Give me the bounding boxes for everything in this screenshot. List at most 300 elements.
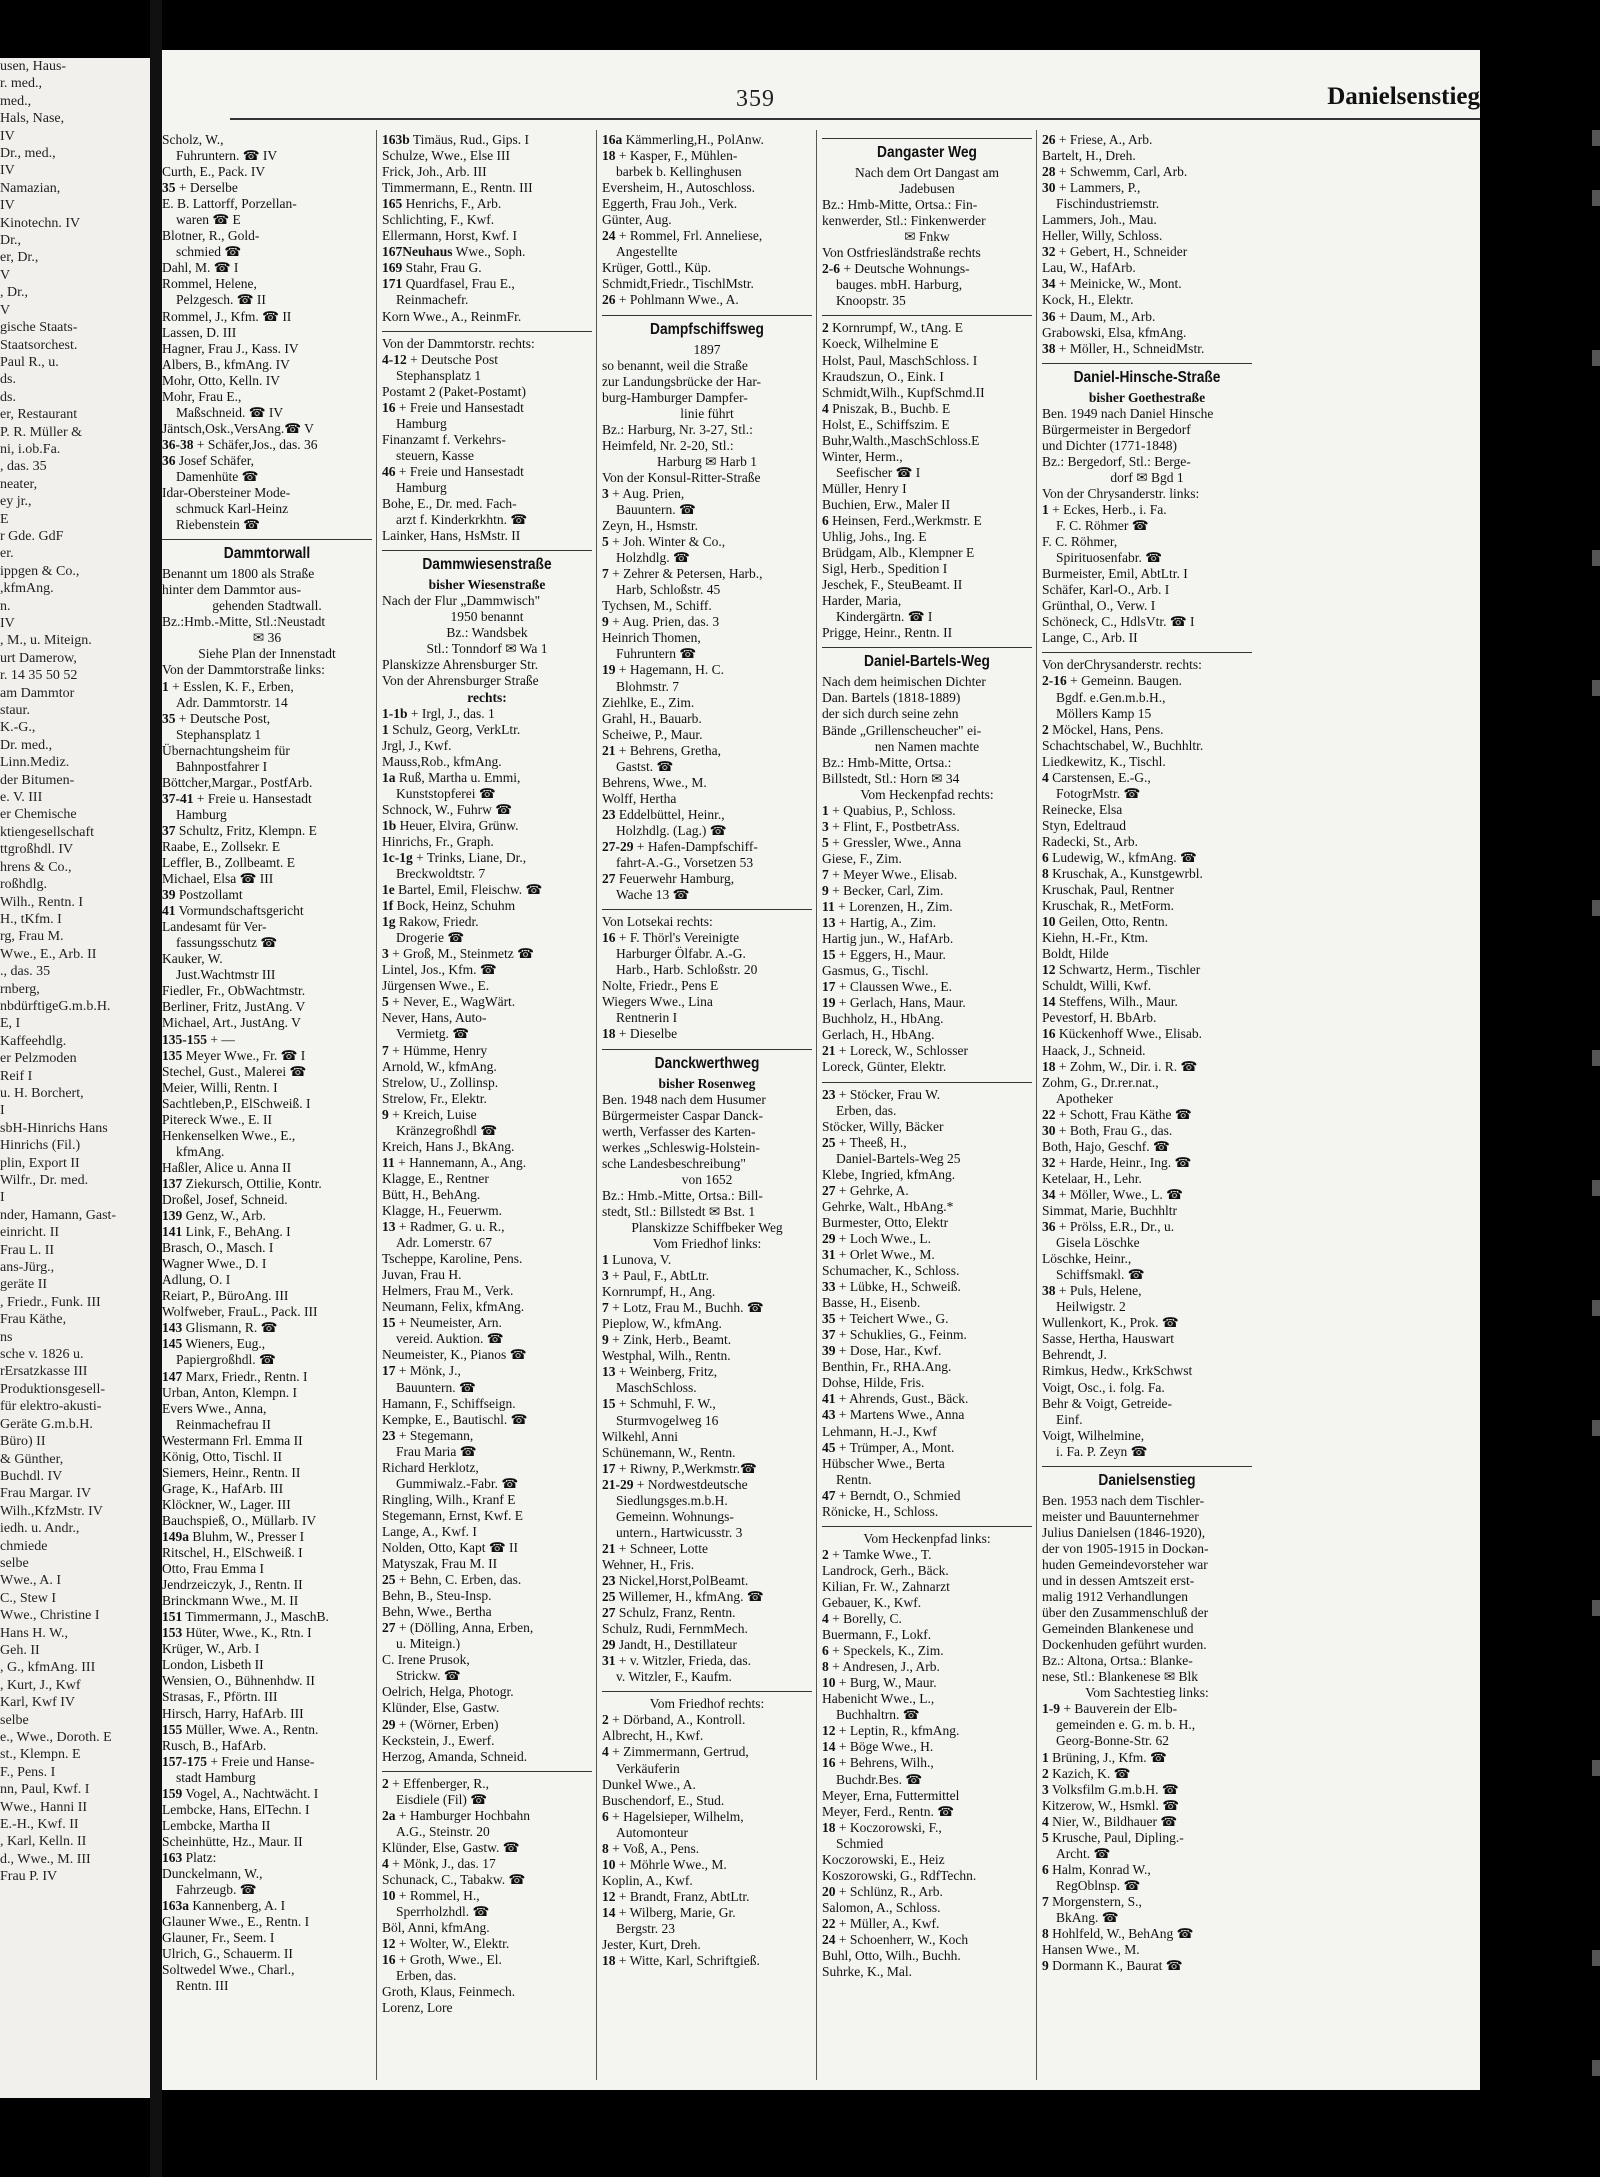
directory-entry: 17 + Riwny, P.,Werkmstr.☎: [602, 1460, 757, 1476]
directory-entry: Timmermann, E., Rentn. III: [382, 180, 533, 196]
directory-entry: Siehe Plan der Innenstadt: [198, 646, 336, 662]
directory-entry: Sperrholzhdl. ☎: [396, 1904, 490, 1920]
directory-entry: F. C. Röhmer,: [1042, 534, 1118, 550]
left-page-line: ns: [0, 1329, 13, 1345]
directory-entry: Kempke, E., Bautischl. ☎: [382, 1411, 528, 1427]
directory-entry: 151 Timmermann, J., MaschB.: [162, 1609, 329, 1625]
directory-entry: 4 + Mönk, J., das. 17: [382, 1855, 496, 1871]
directory-entry: 16a Kämmerling,H., PolAnw.: [602, 132, 764, 147]
directory-entry: Hagner, Frau J., Kass. IV: [162, 340, 299, 356]
directory-entry: 5 + Gressler, Wwe., Anna: [822, 834, 962, 850]
left-page-line: , Kurt, J., Kwf: [0, 1677, 81, 1693]
directory-entry: 3 + Flint, F., PostbetrAss.: [822, 818, 960, 834]
directory-entry: Schmidt,Friedr., TischlMstr.: [602, 276, 754, 292]
directory-entry: Meyer, Erna, Futtermittel: [822, 1787, 960, 1803]
directory-entry: Verkäuferin: [616, 1760, 680, 1776]
directory-entry: 27-29 + Hafen-Dampfschiff-: [602, 838, 758, 854]
directory-entry: Bütt, H., BehAng.: [382, 1186, 481, 1202]
directory-entry: Jadebusen: [899, 181, 955, 197]
directory-entry: FotogrMstr. ☎: [1056, 785, 1141, 801]
directory-entry: Holzhdlg. ☎: [616, 550, 690, 566]
directory-entry: 2 Möckel, Hans, Pens.: [1042, 721, 1164, 737]
directory-entry: Bürgermeister in Bergedorf: [1042, 421, 1191, 437]
directory-entry: 22 + Schott, Frau Käthe ☎: [1042, 1106, 1192, 1122]
directory-entry: 20 + Schlünz, R., Arb.: [822, 1883, 943, 1899]
directory-entry: 21-29 + Nordwestdeutsche: [602, 1476, 748, 1492]
directory-entry: Bz.: Altona, Ortsa.: Blanke-: [1042, 1653, 1193, 1669]
directory-entry: Fischindustriemstr.: [1056, 196, 1160, 212]
directory-entry: 6 Heinsen, Ferd.,Werkmstr. E: [822, 512, 982, 528]
directory-entry: C. Irene Prusok,: [382, 1652, 470, 1668]
directory-entry: 6 Ludewig, W., kfmAng. ☎: [1042, 849, 1197, 865]
directory-entry: Von der Konsul-Ritter-Straße: [602, 469, 761, 485]
column-3: [602, 132, 812, 2082]
left-page-line: Paul R., u.: [0, 354, 59, 370]
directory-entry: Sachtleben,P., ElSchweiß. I: [162, 1095, 311, 1111]
directory-entry: Nach der Flur „Dammwisch": [382, 593, 541, 609]
column-5: [1042, 132, 1252, 2082]
directory-entry: Heilwigstr. 2: [1056, 1299, 1126, 1315]
left-page-line: ippgen & Co.,: [0, 563, 80, 579]
directory-entry: kenwerder, Stl.: Finkenwerder: [822, 213, 986, 229]
directory-entry: A.G., Steinstr. 20: [396, 1823, 490, 1839]
directory-entry: Loreck, Günter, Elektr.: [822, 1059, 947, 1075]
directory-entry: Stöcker, Willy, Bäcker: [822, 1118, 944, 1134]
directory-entry: 24 + Schoenherr, W., Koch: [822, 1931, 969, 1947]
directory-entry: Wilkehl, Anni: [602, 1428, 678, 1444]
left-page-line: chmiede: [0, 1538, 48, 1554]
directory-entry: Zohm, G., Dr.rer.nat.,: [1042, 1074, 1159, 1090]
directory-entry: Ritschel, H., ElSchweiß. I: [162, 1545, 303, 1561]
directory-entry: Styn, Edeltraud: [1042, 817, 1126, 833]
directory-entry: so benannt, weil die Straße: [602, 357, 748, 373]
left-page-line: Wilh., Rentn. I: [0, 894, 84, 910]
directory-entry: Winter, Herm.,: [822, 448, 903, 464]
left-page-line: IV: [0, 163, 15, 179]
scan-edge-mark: [1592, 1050, 1600, 1066]
directory-entry: Schmied: [836, 1835, 884, 1851]
directory-entry: 9 + Aug. Prien, das. 3: [602, 614, 720, 630]
directory-entry: Bz.: Harburg, Nr. 3-27, Stl.:: [602, 421, 753, 437]
directory-entry: dorf ✉ Bgd 1: [1110, 469, 1184, 485]
directory-entry: Bz.: Hmb-Mitte, Ortsa.: Fin-: [822, 197, 978, 213]
directory-entry: 147 Marx, Friedr., Rentn. I: [162, 1368, 308, 1384]
directory-entry: 1897: [693, 341, 721, 357]
left-page-line: e. V. III: [0, 790, 43, 806]
left-page-line: Wwe., Hanni II: [0, 1799, 88, 1815]
directory-entry: Gastst. ☎: [616, 758, 674, 774]
directory-entry: 30 + Both, Frau G., das.: [1042, 1122, 1173, 1138]
directory-entry: 135 Meyer Wwe., Fr. ☎ I: [162, 1047, 306, 1063]
directory-entry: stedt, Stl.: Billstedt ✉ Bst. 1: [602, 1203, 756, 1219]
directory-entry: 4-12 + Deutsche Post: [382, 351, 498, 367]
section-rule: [602, 1691, 812, 1692]
scan-edge-mark: [1592, 900, 1600, 916]
directory-entry: Krüger, W., Arb. I: [162, 1641, 260, 1657]
left-page-line: Frau L. II: [0, 1242, 55, 1258]
left-page-line: rnberg,: [0, 981, 40, 997]
left-page-line: , Dr.,: [0, 285, 28, 301]
page-number: 359: [736, 86, 775, 112]
left-page-line: , das. 35: [0, 459, 47, 475]
directory-entry: 149a Bluhm, W., Presser I: [162, 1528, 305, 1544]
directory-entry: Kornrumpf, H., Ang.: [602, 1284, 716, 1300]
directory-entry: Bahnpostfahrer I: [176, 758, 268, 774]
directory-entry: Never, Hans, Auto-: [382, 1010, 487, 1026]
left-page-line: I: [0, 1103, 5, 1119]
directory-entry: Boldt, Hilde: [1042, 946, 1109, 962]
directory-entry: 25 Willemer, H., kfmAng. ☎: [602, 1589, 764, 1605]
directory-entry: Wolfweber, FrauL., Pack. III: [162, 1304, 318, 1320]
street-heading: Dangaster Weg: [877, 144, 977, 161]
directory-entry: Lange, C., Arb. II: [1042, 630, 1138, 646]
left-page-line: er.: [0, 546, 14, 562]
directory-entry: 12 + Brandt, Franz, AbtLtr.: [602, 1888, 750, 1904]
left-page-line: ey jr.,: [0, 494, 32, 510]
directory-entry: fahrt-A.-G., Vorsetzen 53: [616, 855, 754, 871]
directory-entry: rechts:: [467, 689, 507, 705]
directory-entry: 25 + Theeß, H.,: [822, 1134, 907, 1150]
directory-entry: Klünder, Else, Gastw.: [382, 1700, 500, 1716]
directory-entry: 157-175 + Freie und Hanse-: [162, 1753, 315, 1769]
directory-entry: linie führt: [680, 405, 734, 421]
directory-entry: bauges. mbH. Harburg,: [836, 277, 963, 293]
directory-entry: burg-Hamburger Dampfer-: [602, 389, 748, 405]
left-page-line: Buchdl. IV: [0, 1468, 63, 1484]
left-page-line: nn, Paul, Kwf. I: [0, 1782, 90, 1798]
directory-entry: 163 Platz:: [162, 1849, 217, 1865]
directory-entry: Von derChrysanderstr. rechts:: [1042, 657, 1202, 673]
left-page-line: C., Stew I: [0, 1590, 56, 1606]
directory-entry: 18 + Witte, Karl, Schriftgieß.: [602, 1953, 760, 1969]
directory-entry: Haack, J., Schneid.: [1042, 1042, 1146, 1058]
directory-entry: 37-41 + Freie u. Hansestadt: [162, 790, 312, 806]
directory-entry: Lassen, D. III: [162, 324, 237, 340]
scan-edge-mark: [1592, 350, 1600, 366]
directory-entry: Stl.: Tonndorf ✉ Wa 1: [426, 641, 548, 657]
directory-entry: Eisdiele (Fil) ☎: [396, 1791, 488, 1807]
directory-entry: 37 + Schuklies, G., Feinm.: [822, 1327, 967, 1343]
directory-entry: 4 + Zimmermann, Gertrud,: [602, 1744, 749, 1760]
directory-entry: 41 Vormundschaftsgericht: [162, 903, 304, 919]
directory-entry: 21 + Behrens, Gretha,: [602, 742, 721, 758]
directory-entry: 159 Vogel, A., Nachtwächt. I: [162, 1785, 319, 1801]
directory-entry: Kilian, Fr. W., Zahnarzt: [822, 1578, 950, 1594]
directory-entry: Dohse, Hilde, Fris.: [822, 1375, 925, 1391]
left-page-line: rg, Frau M.: [0, 929, 64, 945]
directory-entry: Bz.: Bergedorf, Stl.: Berge-: [1042, 453, 1191, 469]
directory-entry: Dunckelmann, W.,: [162, 1865, 263, 1881]
directory-entry: schmied ☎: [176, 244, 242, 260]
directory-entry: Strelow, U., Zollinsp.: [382, 1074, 499, 1090]
directory-entry: 16 + Groth, Wwe., El.: [382, 1952, 502, 1968]
left-page-line: Frau Käthe,: [0, 1312, 67, 1328]
directory-entry: 17 + Mönk, J.,: [382, 1363, 461, 1379]
left-page-line: selbe: [0, 1555, 29, 1571]
directory-entry: Ellermann, Horst, Kwf. I: [382, 228, 517, 244]
directory-entry: Voigt, Wilhelmine,: [1042, 1427, 1145, 1443]
directory-entry: Heller, Willy, Schloss.: [1042, 228, 1163, 244]
directory-entry: 35 + Derselbe: [162, 180, 238, 196]
section-rule: [382, 331, 592, 332]
directory-entry: Neumeister, K., Pianos ☎: [382, 1347, 527, 1363]
section-rule: [602, 1049, 812, 1050]
directory-entry: der sich durch seine zehn: [822, 706, 959, 722]
directory-entry: Matyszak, Frau M. II: [382, 1556, 498, 1572]
directory-entry: Kock, H., Elektr.: [1042, 292, 1134, 308]
directory-entry: Böttcher,Margar., PostfArb.: [162, 774, 313, 790]
left-page-line: Frau Margar. IV: [0, 1486, 92, 1502]
directory-entry: Wagner Wwe., D. I: [162, 1256, 267, 1272]
directory-entry: Burmeister, Emil, AbtLtr. I: [1042, 566, 1188, 582]
directory-entry: 41 + Ahrends, Gust., Bäck.: [822, 1391, 969, 1407]
directory-entry: Wehner, H., Fris.: [602, 1556, 695, 1572]
directory-entry: Müller, Henry I: [822, 480, 907, 496]
directory-entry: Schachtschabel, W., Buchhltr.: [1042, 737, 1204, 753]
scan-edge-mark: [1592, 1300, 1600, 1316]
directory-entry: 19 + Hagemann, H. C.: [602, 662, 724, 678]
directory-entry: Reinmachefr.: [396, 292, 469, 308]
directory-entry: Harburger Ölfabr. A.-G.: [616, 946, 746, 962]
directory-entry: hinter dem Dammtor aus-: [162, 582, 302, 598]
left-page-line: der Bitumen-: [0, 772, 75, 788]
directory-entry: Stephansplatz 1: [396, 367, 482, 383]
directory-entry: Neumann, Felix, kfmAng.: [382, 1299, 525, 1315]
directory-entry: v. Witzler, F., Kaufm.: [616, 1669, 732, 1685]
directory-entry: 23 Eddelbüttel, Heinr.,: [602, 806, 725, 822]
directory-entry: 165 Henrichs, F., Arb.: [382, 196, 502, 212]
directory-entry: Angestellte: [616, 244, 678, 260]
directory-entry: 36 + Prölss, E.R., Dr., u.: [1042, 1219, 1175, 1235]
section-rule: [1042, 363, 1252, 364]
directory-entry: London, Lisbeth II: [162, 1657, 264, 1673]
directory-entry: meister und Bauunternehmer: [1042, 1508, 1199, 1524]
directory-entry: Von der Ahrensburger Straße: [382, 673, 539, 689]
directory-entry: Hamann, F., Schiffseign.: [382, 1395, 516, 1411]
directory-entry: 35 + Deutsche Post,: [162, 710, 271, 726]
directory-entry: 2 Kornrumpf, W., tAng. E: [822, 320, 963, 336]
directory-entry: 163a Kannenberg, A. I: [162, 1898, 286, 1914]
directory-entry: Jürgensen Wwe., E.: [382, 978, 490, 994]
directory-entry: 13 + Hartig, A., Zim.: [822, 915, 937, 931]
directory-entry: 8 Hohlfeld, W., BehAng ☎: [1042, 1926, 1194, 1942]
directory-entry: Jester, Kurt, Dreh.: [602, 1937, 701, 1953]
section-rule: [1042, 1466, 1252, 1467]
left-page-line: Geh. II: [0, 1642, 40, 1658]
directory-entry: Dunkel Wwe., A.: [602, 1776, 696, 1792]
directory-entry: 19 + Gerlach, Hans, Maur.: [822, 995, 966, 1011]
directory-entry: Reiart, P., BüroAng. III: [162, 1288, 289, 1304]
directory-entry: 5 Krusche, Paul, Dipling.-: [1042, 1829, 1184, 1845]
header-rule: [230, 118, 1480, 120]
directory-entry: 4 + Borelly, C.: [822, 1611, 902, 1627]
directory-entry: untern., Hartwicusstr. 3: [616, 1524, 743, 1540]
directory-entry: MaschSchloss.: [616, 1380, 697, 1396]
directory-entry: Soltwedel Wwe., Charl.,: [162, 1962, 295, 1978]
directory-entry: Hamburg: [396, 479, 447, 495]
directory-entry: Papiergroßhdl. ☎: [176, 1352, 276, 1368]
directory-entry: Stephansplatz 1: [176, 726, 262, 742]
directory-entry: Gebauer, K., Kwf.: [822, 1594, 922, 1610]
directory-entry: Wensien, O., Bühnenhdw. II: [162, 1673, 315, 1689]
directory-entry: Lau, W., HafArb.: [1042, 260, 1136, 276]
left-page-line: einricht. II: [0, 1225, 60, 1241]
directory-entry: 14 Steffens, Wilh., Maur.: [1042, 994, 1178, 1010]
directory-entry: Brasch, O., Masch. I: [162, 1240, 274, 1256]
directory-entry: Lammers, Joh., Mau.: [1042, 212, 1157, 228]
directory-entry: Koplin, A., Kwf.: [602, 1872, 693, 1888]
directory-entry: Maßschneid. ☎ IV: [176, 404, 284, 420]
directory-entry: Vermietg. ☎: [396, 1026, 470, 1042]
directory-entry: 4 Nier, W., Bildhauer ☎: [1042, 1813, 1178, 1829]
directory-entry: 4 Pniszak, B., Buchb. E: [822, 400, 951, 416]
directory-entry: Buhl, Otto, Wilh., Buchh.: [822, 1948, 961, 1964]
left-page-line: Geräte G.m.b.H.: [0, 1416, 93, 1432]
directory-entry: Siedlungsges.m.b.H.: [616, 1492, 728, 1508]
directory-entry: Billstedt, Stl.: Horn ✉ 34: [822, 770, 960, 786]
directory-entry: 23 + Stegemann,: [382, 1427, 474, 1443]
section-rule: [602, 909, 812, 910]
directory-entry: 2 + Tamke Wwe., T.: [822, 1546, 932, 1562]
directory-entry: 171 Quardfasel, Frau E.,: [382, 276, 515, 292]
directory-entry: Holzhdlg. (Lag.) ☎: [616, 822, 727, 838]
directory-entry: 45 + Trümper, A., Mont.: [822, 1439, 955, 1455]
left-page-line: , G., kfmAng. III: [0, 1660, 96, 1676]
directory-entry: 143 Glismann, R. ☎: [162, 1320, 278, 1336]
left-page-line: ni, i.ob.Fa.: [0, 441, 61, 457]
directory-entry: Harder, Maria,: [822, 593, 902, 609]
directory-entry: Schuldt, Willi, Kwf.: [1042, 978, 1152, 994]
directory-entry: Scheinhütte, Hz., Maur. II: [162, 1833, 303, 1849]
directory-entry: Lainker, Hans, HsMstr. II: [382, 528, 521, 544]
directory-entry: Jrgl, J., Kwf.: [382, 737, 452, 753]
directory-entry: 167Neuhaus Wwe., Soph.: [382, 244, 526, 260]
directory-entry: malig 1912 Verhandlungen: [1042, 1589, 1188, 1605]
directory-entry: Buchholz, H., HbAng.: [822, 1011, 944, 1027]
directory-entry: Burmester, Otto, Elektr: [822, 1214, 949, 1230]
left-page-line: hrens & Co.,: [0, 859, 72, 875]
directory-entry: Rommel, J., Kfm. ☎ II: [162, 308, 292, 324]
section-rule: [602, 315, 812, 316]
section-rule: [382, 1771, 592, 1772]
left-page-line: r. 14 35 50 52: [0, 668, 78, 684]
directory-entry: 2-6 + Deutsche Wohnungs-: [822, 261, 970, 277]
left-page-line: ans-Jürg.,: [0, 1260, 55, 1276]
street-heading: Danielsenstieg: [1098, 1471, 1196, 1489]
directory-entry: Mohr, Frau E.,: [162, 388, 242, 404]
directory-entry: 22 + Müller, A., Kwf.: [822, 1915, 940, 1931]
section-rule: [822, 1526, 1032, 1527]
directory-entry: Gemeinn. Wohnungs-: [616, 1508, 734, 1524]
directory-entry: i. Fa. P. Zeyn ☎: [1056, 1443, 1148, 1459]
directory-entry: 27 Feuerwehr Hamburg,: [602, 871, 735, 887]
directory-entry: 29 + (Wörner, Erben): [382, 1716, 499, 1732]
left-page-line: am Dammtor: [0, 685, 75, 701]
left-page-line: med.,: [0, 93, 32, 109]
directory-entry: Schäfer, Karl-O., Arb. I: [1042, 582, 1170, 598]
directory-entry: Suhrke, K., Mal.: [822, 1964, 912, 1980]
directory-entry: Rentn. III: [176, 1978, 229, 1994]
directory-entry: gemeinden e. G. m. b. H.,: [1056, 1717, 1196, 1733]
directory-entry: 1g Rakow, Friedr.: [382, 914, 479, 930]
left-page-line: V: [0, 267, 11, 283]
directory-entry: 29 + Loch Wwe., L.: [822, 1230, 931, 1246]
directory-entry: huden Gemeindevorsteher war: [1042, 1556, 1208, 1572]
directory-entry: 155 Müller, Wwe. A., Rentn.: [162, 1721, 319, 1737]
directory-entry: Ziehlke, E., Zim.: [602, 694, 695, 710]
scan-edge-mark: [1592, 130, 1600, 146]
directory-entry: Lorenz, Lore: [382, 2000, 453, 2016]
directory-entry: 1c-1g + Trinks, Liane, Dr.,: [382, 849, 527, 865]
directory-entry: Kraudszun, O., Eink. I: [822, 368, 944, 384]
directory-entry: 145 Wieners, Eug.,: [162, 1336, 266, 1352]
left-page-line: , M., u. Miteign.: [0, 633, 92, 649]
directory-entry: arzt f. Kinderkrkhtn. ☎: [396, 512, 528, 528]
directory-entry: Kunststopferei ☎: [396, 785, 496, 801]
directory-entry: Zeyn, H., Hsmstr.: [602, 518, 698, 534]
directory-entry: Buermann, F., Lokf.: [822, 1627, 932, 1643]
directory-entry: Harb., Harb. Schloßstr. 20: [616, 962, 758, 978]
directory-entry: 46 + Freie und Hansestadt: [382, 463, 524, 479]
directory-entry: Möllers Kamp 15: [1056, 705, 1152, 721]
directory-entry: 9 + Becker, Carl, Zim.: [822, 882, 944, 898]
left-page-line: I: [0, 1190, 5, 1206]
directory-entry: Wolff, Hertha: [602, 790, 677, 806]
directory-entry: Adr. Dammtorstr. 14: [176, 694, 288, 710]
directory-entry: Buhr,Walth.,MaschSchloss.E: [822, 432, 980, 448]
column-divider: [376, 130, 377, 2080]
directory-entry: 1a Ruß, Martha u. Emmi,: [382, 769, 521, 785]
directory-entry: Kruschak, R., MetForm.: [1042, 898, 1174, 914]
directory-entry: 5 + Joh. Winter & Co.,: [602, 534, 726, 550]
directory-entry: 1b Heuer, Elvira, Grünw.: [382, 817, 519, 833]
directory-entry: Vom Heckenpfad links:: [863, 1530, 991, 1546]
directory-entry: 9 + Kreich, Luise: [382, 1106, 477, 1122]
directory-entry: Gehrke, Walt., HbAng.*: [822, 1198, 954, 1214]
left-page-line: selbe: [0, 1712, 29, 1728]
left-page-line: Frau P. IV: [0, 1869, 58, 1885]
directory-entry: Knoopstr. 35: [836, 293, 906, 309]
directory-entry: Sasse, Hertha, Hauswart: [1042, 1331, 1174, 1347]
directory-entry: Brinckmann Wwe., M. II: [162, 1593, 299, 1609]
directory-entry: Lembcke, Hans, ElTechn. I: [162, 1801, 310, 1817]
directory-entry: zur Landungsbrücke der Har-: [602, 373, 762, 389]
directory-entry: vereid. Auktion. ☎: [396, 1331, 504, 1347]
directory-entry: 11 + Lorenzen, H., Zim.: [822, 899, 953, 915]
left-page-line: Dr.,: [0, 233, 21, 249]
left-page-line: st., Klempn. E: [0, 1747, 81, 1763]
left-page-line: Hans H. W.,: [0, 1625, 69, 1641]
directory-entry: 153 Hüter, Wwe., K., Rtn. I: [162, 1625, 312, 1641]
directory-entry: Jendrzeiczyk, J., Rentn. II: [162, 1577, 303, 1593]
directory-entry: Kiehn, H.-Fr., Ktm.: [1042, 930, 1149, 946]
directory-entry: Buchdr.Bes. ☎: [836, 1771, 923, 1787]
directory-entry: Erben, das.: [396, 1968, 457, 1984]
directory-entry: Helmers, Frau M., Verk.: [382, 1283, 514, 1299]
directory-entry: 1 Brüning, J., Kfm. ☎: [1042, 1749, 1167, 1765]
directory-entry: 2 + Effenberger, R.,: [382, 1775, 490, 1791]
directory-entry: Damenhüte ☎: [176, 468, 259, 484]
directory-entry: Kitzerow, W., Hsmkl. ☎: [1042, 1797, 1180, 1813]
directory-entry: 8 + Andresen, J., Arb.: [822, 1659, 940, 1675]
directory-entry: 34 + Möller, Wwe., L. ☎: [1042, 1186, 1183, 1202]
directory-entry: Eggerth, Frau Joh., Verk.: [602, 196, 738, 212]
left-page-line: e., Wwe., Doroth. E: [0, 1730, 112, 1745]
directory-entry: Heinrich Thomen,: [602, 630, 701, 646]
directory-entry: Reinecke, Elsa: [1042, 801, 1123, 817]
directory-entry: 15 + Schmuhl, F. W.,: [602, 1396, 716, 1412]
directory-entry: Pitereck Wwe., E. II: [162, 1111, 272, 1127]
